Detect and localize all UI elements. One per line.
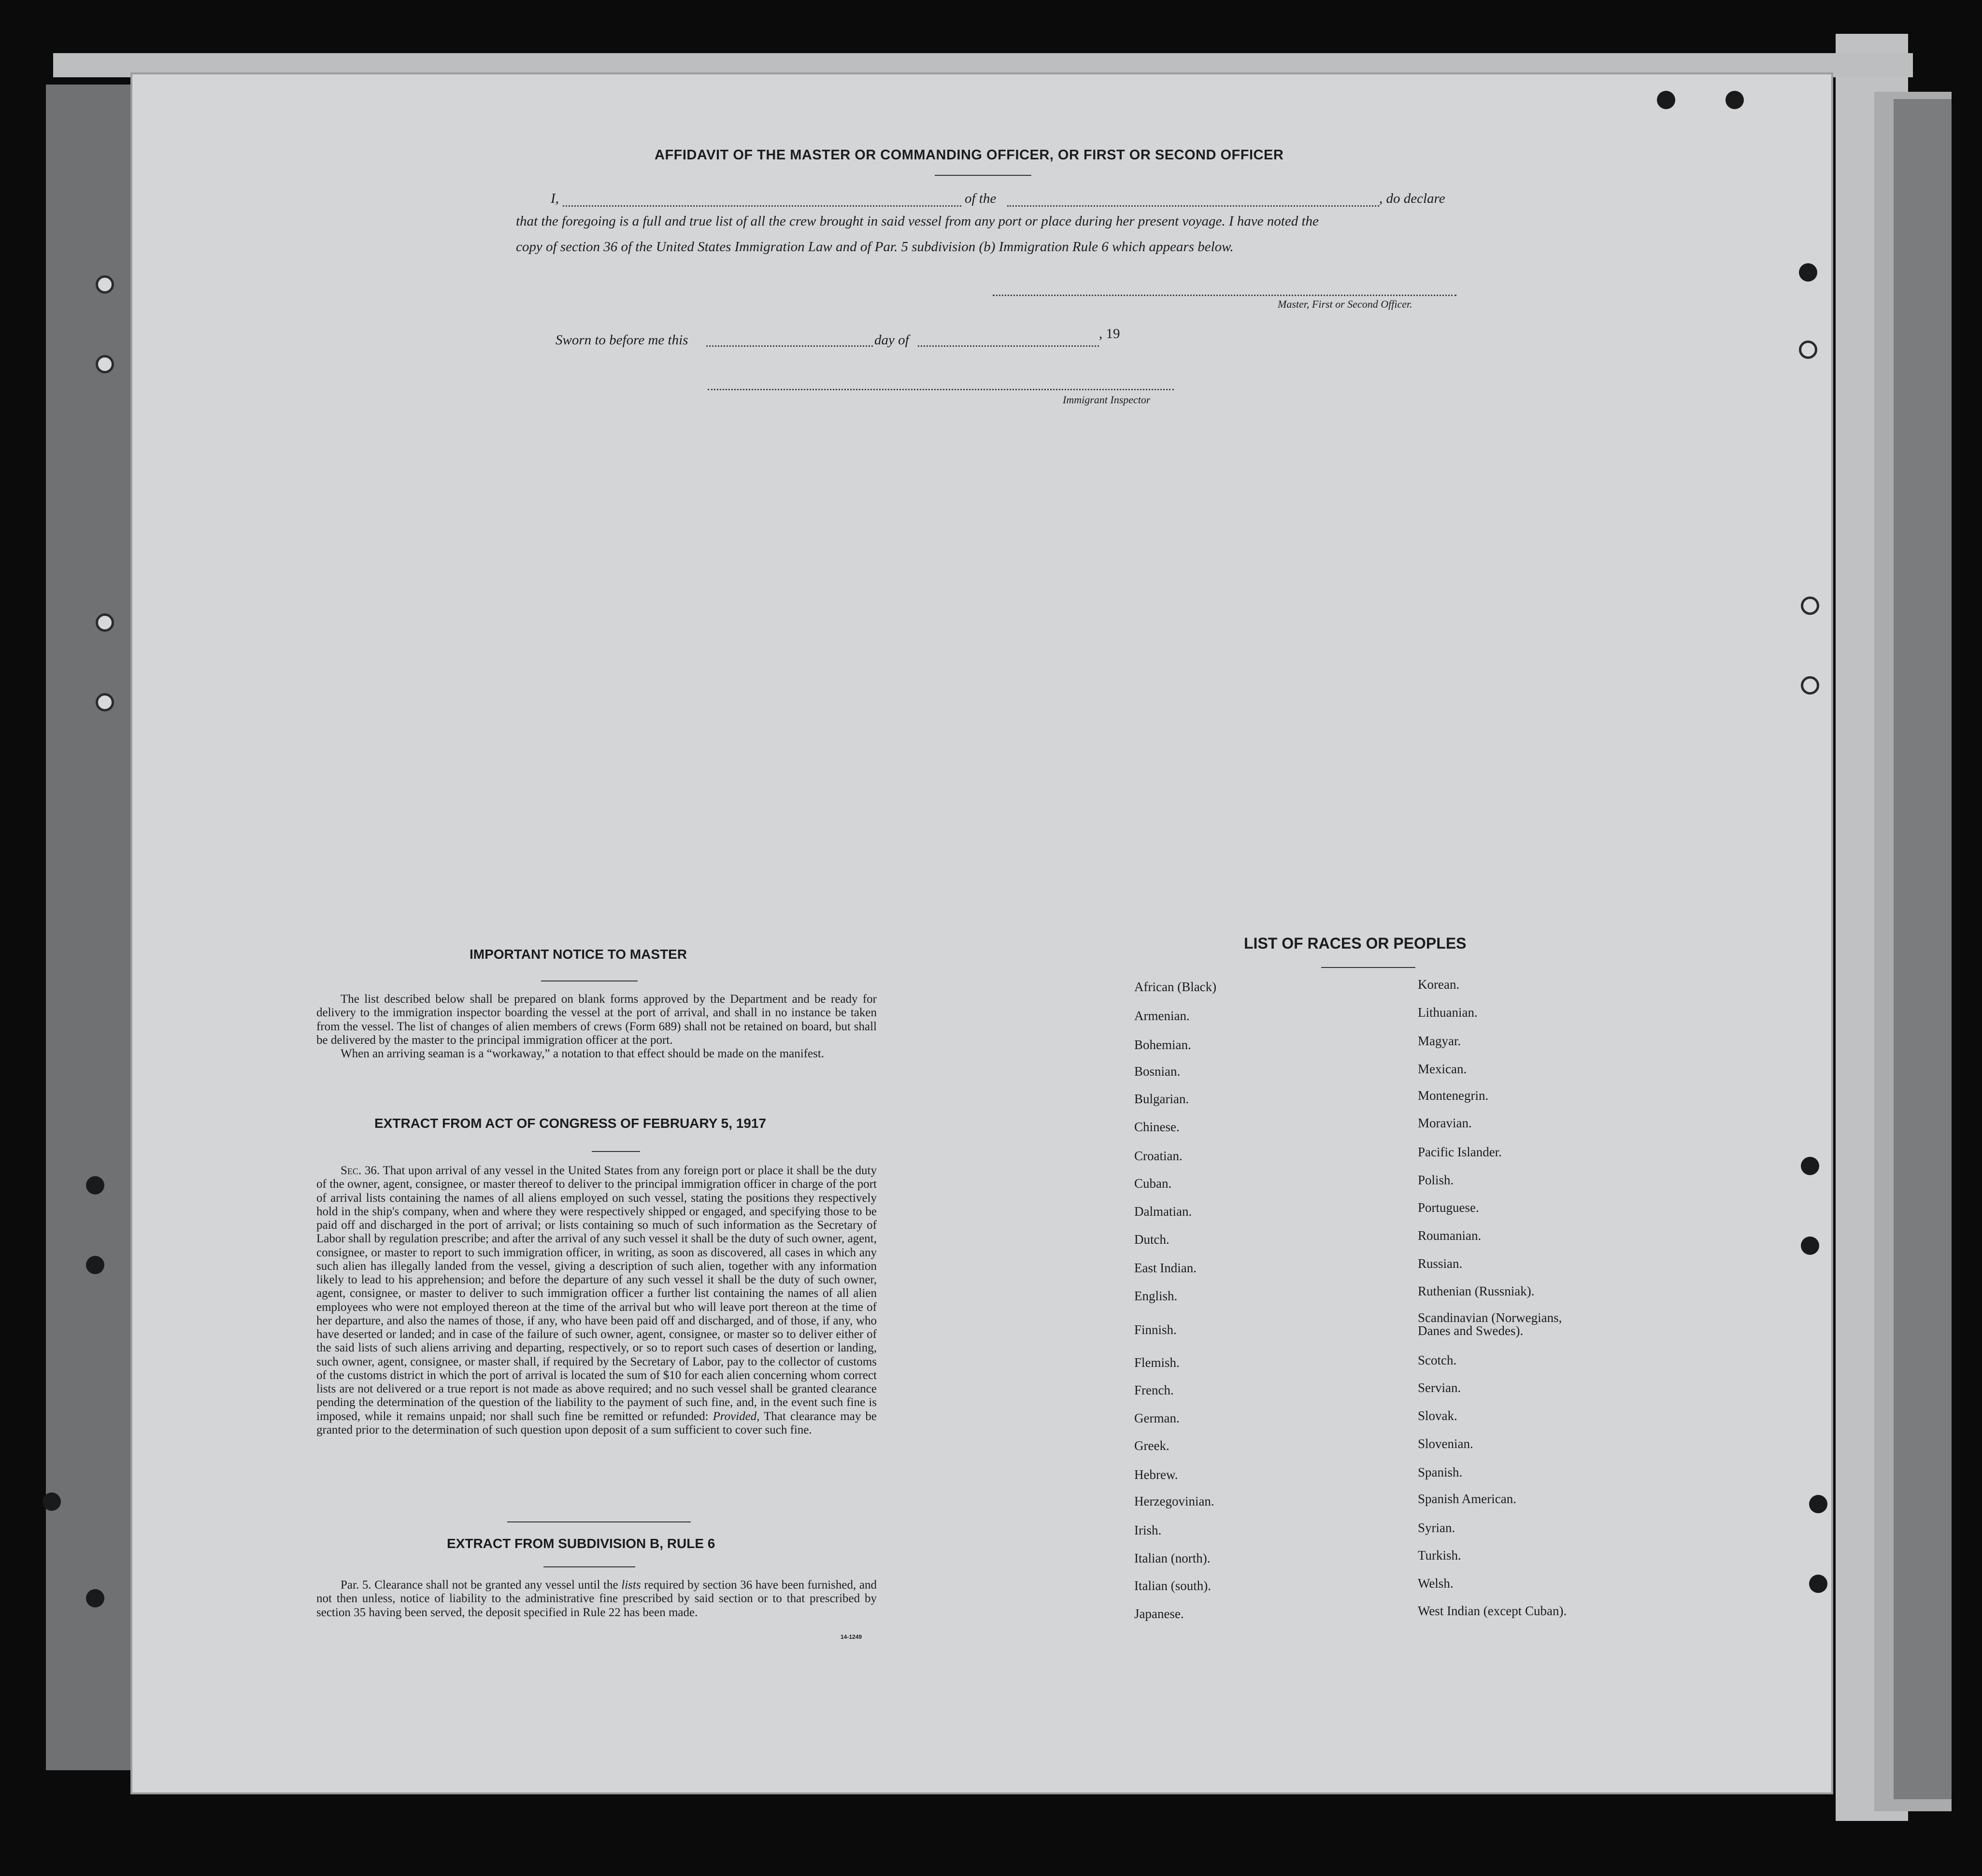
race-item: Korean. xyxy=(1418,977,1460,992)
binding-hole xyxy=(96,693,114,711)
race-item: Roumanian. xyxy=(1418,1228,1482,1243)
notice-body xyxy=(316,993,877,1061)
race-item: Flemish. xyxy=(1134,1355,1180,1370)
race-item: Slovenian. xyxy=(1418,1436,1473,1451)
race-item: Spanish. xyxy=(1418,1465,1463,1479)
binding-hole xyxy=(96,275,114,294)
title-underline xyxy=(935,175,1031,176)
race-item: African (Black) xyxy=(1134,980,1217,994)
extract-rule-body xyxy=(316,1578,877,1620)
extract-rule-overline xyxy=(507,1521,691,1522)
race-item: Dalmatian. xyxy=(1134,1204,1192,1219)
extract-rule-title: EXTRACT FROM SUBDIVISION B, RULE 6 xyxy=(447,1536,715,1551)
race-item: Pacific Islander. xyxy=(1418,1145,1502,1159)
race-item: German. xyxy=(1134,1411,1180,1425)
sec-36-paragraph xyxy=(316,1164,877,1437)
races-title: LIST OF RACES OR PEOPLES xyxy=(1244,935,1467,952)
binding-strip xyxy=(46,85,138,1770)
notice-title: IMPORTANT NOTICE TO MASTER xyxy=(470,947,687,962)
sec-36-label: Sec. 36. xyxy=(341,1164,380,1177)
binding-hole xyxy=(96,613,114,632)
race-item: Montenegrin. xyxy=(1418,1088,1489,1103)
signature-blank[interactable] xyxy=(993,295,1456,296)
race-item: Magyar. xyxy=(1418,1034,1461,1048)
binding-hole xyxy=(86,1176,104,1194)
race-item: Bohemian. xyxy=(1134,1037,1191,1052)
binding-hole xyxy=(86,1589,104,1607)
race-item: Moravian. xyxy=(1418,1116,1472,1130)
par-5-paragraph xyxy=(316,1578,877,1620)
sworn-month-blank[interactable] xyxy=(918,345,1099,347)
sec-36-text-end: That clearance may be granted prior to the determination of such question upon deposit of a sum sufficient to cover such fine. xyxy=(316,1409,877,1436)
binding-hole xyxy=(43,1492,61,1511)
punch-hole xyxy=(1725,91,1744,109)
race-item: Cuban. xyxy=(1134,1176,1172,1191)
race-item: Russian. xyxy=(1418,1256,1463,1271)
affidavit-line-2: that the foregoing is a full and true list of all the crew brought in said vessel from any port or place during her present voyage. I have noted the xyxy=(516,213,1319,229)
race-item: Portuguese. xyxy=(1418,1200,1479,1215)
race-item: Croatian. xyxy=(1134,1149,1183,1163)
name-blank[interactable] xyxy=(563,205,961,207)
race-item: Scandinavian (Norwegians, Danes and Swedes). xyxy=(1418,1310,1562,1338)
punch-hole xyxy=(1799,341,1817,359)
race-item: Turkish. xyxy=(1418,1548,1461,1563)
punch-hole xyxy=(1801,597,1819,615)
punch-hole xyxy=(1809,1575,1827,1593)
sec-36-text: That upon arrival of any vessel in the United States from any foreign port or place it shall be the duty of the owner, agent, consignee, or master thereof to deliver to the principal immigration officer in charge of the port of arrival lists containing the names of all aliens employed on such vessel, stating the positions they respectively hold in the ship's company, when and where they were respectively shipped or engaged, and specifying those to be paid off and discharged in the port of arrival; or lists containing so much of such information as the Secretary of Labor shall by regulation prescribe; and after the arrival of any such vessel it shall be the duty of such owner, agent, consignee, or master to report to such immigration officer, in writing, as soon as discovered, all cases in which any such alien has illegally landed from the vessel, giving a description of such alien, together with any information likely to lead to his apprehension; and before the departure of any such vessel it shall be the duty of such owner, agent, consignee, or master to deliver to such immigration officer a further list containing the names of all alien employees who were not employed thereon at the time of the arrival but who will leave port thereon at the time of her departure, and also the names of those, if any, who have been paid off and discharged, and of those, if any, who have deserted or landed; and in case of the failure of such owner, agent, consignee, or master so to deliver either of the said lists of such aliens arriving and departing, respectively, or so to report such cases of desertion or landing, such owner, agent, consignee, or master shall, if required by the Secretary of Labor, pay to the collector of customs of the customs district in which the port of arrival is located the sum of $10 for each alien concerning whom correct lists are not delivered or a true report is not made as above required; and no such vessel shall be granted clearance pending the determination of the question of the liability to the payment of such fine, and, in the event such fine is imposed, while it remains unpaid; nor shall such fine be remitted or refunded: xyxy=(316,1164,877,1423)
vessel-blank[interactable] xyxy=(1007,205,1379,207)
binding-hole xyxy=(86,1256,104,1274)
races-underline xyxy=(1321,967,1415,968)
race-item: French. xyxy=(1134,1383,1174,1397)
par-5-text: Par. 5. Clearance shall not be granted any vessel until the xyxy=(341,1578,622,1592)
punch-hole xyxy=(1801,1157,1819,1175)
affidavit-of-the-label: of the xyxy=(965,191,997,206)
race-item: Italian (north). xyxy=(1134,1551,1211,1565)
race-item: Bosnian. xyxy=(1134,1064,1181,1079)
punch-hole xyxy=(1799,263,1817,282)
par-5-text-end: required by section 36 have been furnished, and not then unless, notice of liability to the administrative fine prescribed by said section or to that prescribed by section 35 having been served, the deposit specified in Rule 22 has been made. xyxy=(316,1578,877,1619)
race-item: East Indian. xyxy=(1134,1261,1197,1275)
race-item: West Indian (except Cuban). xyxy=(1418,1604,1567,1618)
punch-hole xyxy=(1809,1495,1827,1513)
race-item: Slovak. xyxy=(1418,1408,1457,1423)
notice-paragraph-1: The list described below shall be prepared on blank forms approved by the Department and be ready for delivery to the immigration inspector boarding the vessel at the port of arrival, and shall in no instance be taken from the vessel. The list of changes of alien members of crews (Form 689) shall not be retained on board, but shall be delivered by the master to the principal immigration officer at the port. xyxy=(316,993,877,1047)
extract-rule-underline xyxy=(543,1566,635,1567)
sworn-day-blank[interactable] xyxy=(706,345,873,347)
race-item: Ruthenian (Russniak). xyxy=(1418,1284,1535,1298)
race-item: Polish. xyxy=(1418,1173,1454,1187)
sworn-label: Sworn to before me this xyxy=(556,332,688,348)
race-item: Servian. xyxy=(1418,1380,1461,1395)
lists-word: lists xyxy=(621,1578,641,1592)
race-item: English. xyxy=(1134,1289,1178,1303)
punch-hole xyxy=(1801,1236,1819,1255)
punch-hole xyxy=(1657,91,1675,109)
race-item: Lithuanian. xyxy=(1418,1005,1478,1020)
extract-act-body xyxy=(316,1164,877,1437)
race-item: Scotch. xyxy=(1418,1353,1457,1367)
race-item: Greek. xyxy=(1134,1438,1169,1453)
affidavit-declare-label: , do declare xyxy=(1379,191,1445,206)
race-item: Irish. xyxy=(1134,1523,1162,1537)
race-item: Mexican. xyxy=(1418,1062,1467,1076)
race-item: Finnish. xyxy=(1134,1322,1177,1337)
inspector-signature-blank[interactable] xyxy=(708,389,1174,390)
document-page xyxy=(130,72,1833,1794)
race-item: Hebrew. xyxy=(1134,1467,1178,1482)
back-sheet-strip xyxy=(1894,99,1952,1799)
race-item: Bulgarian. xyxy=(1134,1092,1189,1106)
provided-word: Provided, xyxy=(713,1409,760,1423)
sworn-year-label: , 19 xyxy=(1099,326,1120,341)
race-item: Herzegovinian. xyxy=(1134,1494,1214,1508)
punch-hole xyxy=(1801,676,1819,695)
extract-act-title: EXTRACT FROM ACT OF CONGRESS OF FEBRUARY 5, 1917 xyxy=(374,1116,767,1131)
affidavit-i-label: I, xyxy=(551,191,559,206)
race-item: Dutch. xyxy=(1134,1232,1169,1247)
race-item: Welsh. xyxy=(1418,1576,1454,1591)
form-number: 14-1249 xyxy=(841,1634,862,1640)
signature-label: Master, First or Second Officer. xyxy=(1278,298,1412,310)
race-item: Armenian. xyxy=(1134,1009,1190,1023)
affidavit-line-3: copy of section 36 of the United States Immigration Law and of Par. 5 subdivision (b) Immigration Rule 6 which appears below. xyxy=(516,239,1234,255)
race-item: Spanish American. xyxy=(1418,1492,1516,1506)
race-item: Chinese. xyxy=(1134,1120,1180,1134)
race-item: Italian (south). xyxy=(1134,1578,1211,1593)
binding-hole xyxy=(96,355,114,373)
notice-paragraph-2: When an arriving seaman is a “workaway,” a notation to that effect should be made on the manifest. xyxy=(341,1047,825,1060)
affidavit-title: AFFIDAVIT OF THE MASTER OR COMMANDING OFFICER, OR FIRST OR SECOND OFFICER xyxy=(655,147,1284,163)
inspector-label: Immigrant Inspector xyxy=(1063,394,1151,406)
race-item: Japanese. xyxy=(1134,1606,1184,1621)
extract-act-underline xyxy=(592,1151,640,1152)
race-item: Syrian. xyxy=(1418,1521,1455,1535)
sworn-day-of-label: day of xyxy=(874,332,909,348)
